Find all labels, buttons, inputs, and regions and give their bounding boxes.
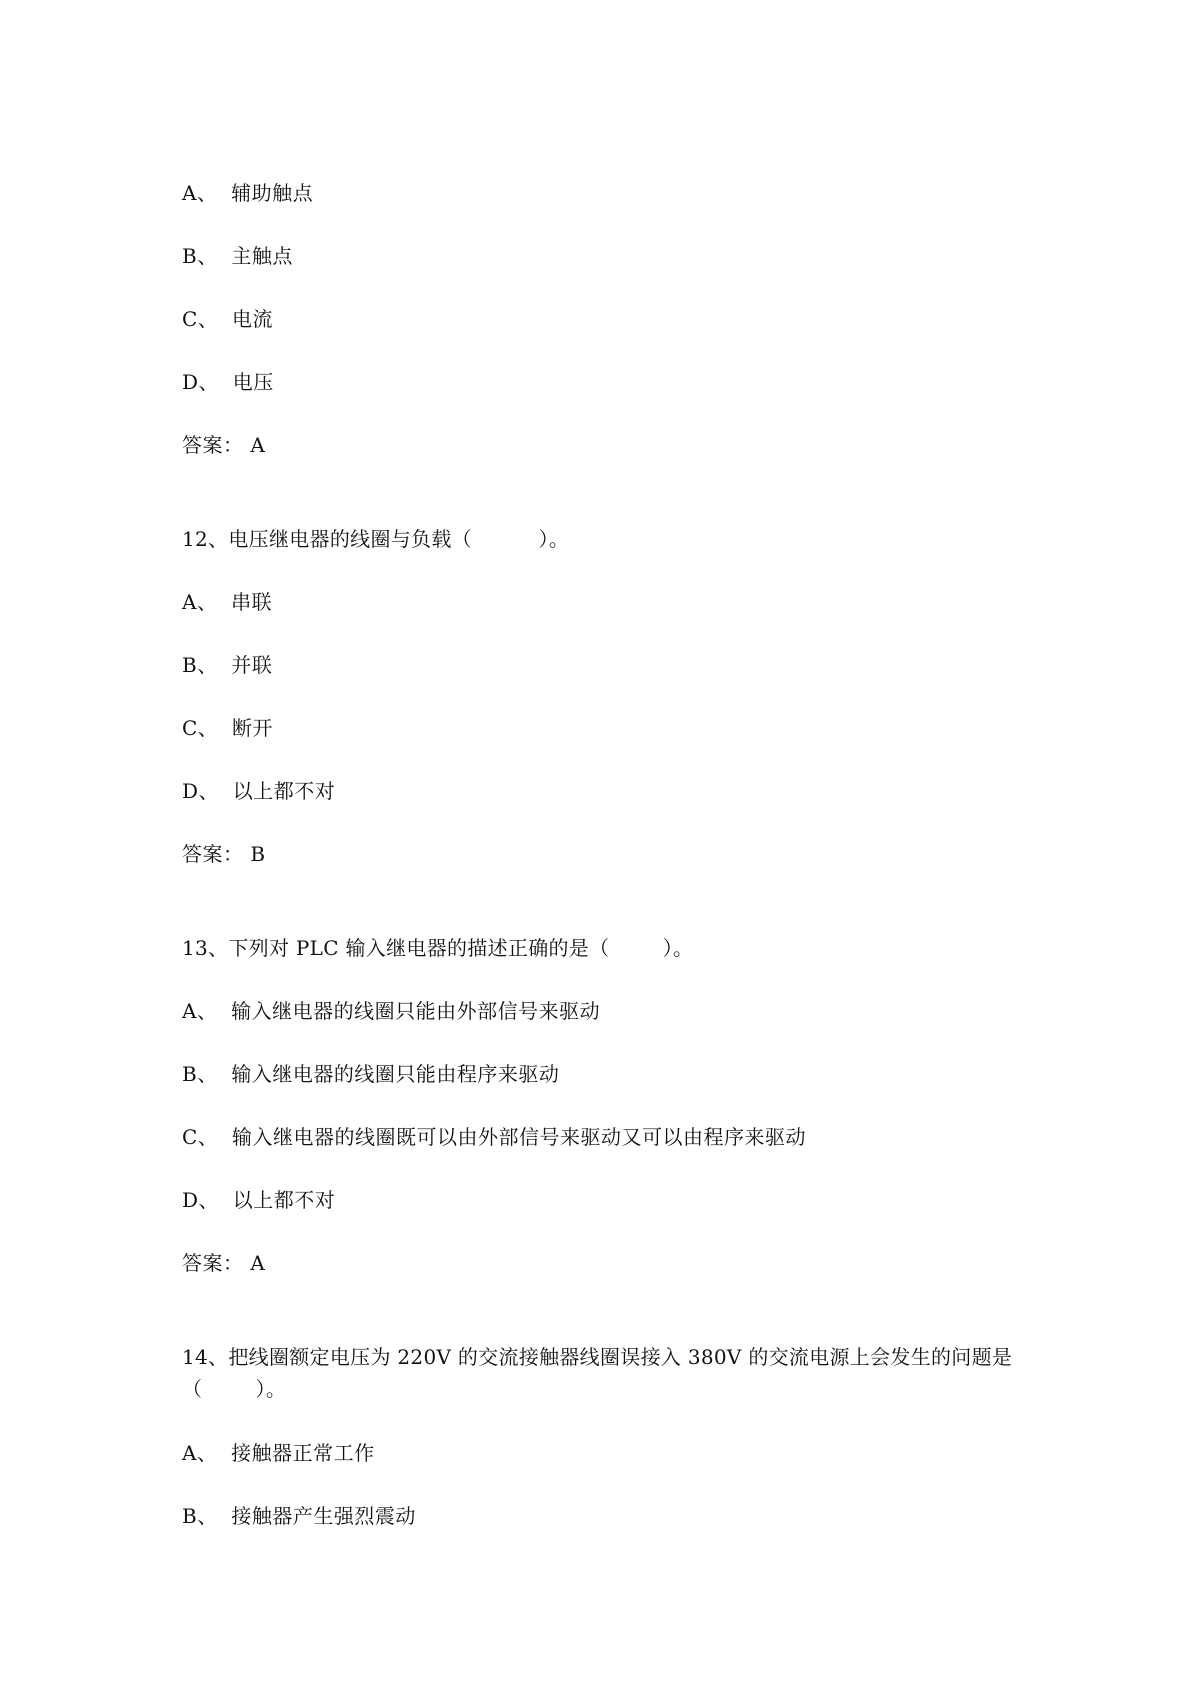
question-13-option-d: D、 以上都不对 <box>182 1188 336 1212</box>
question-12-option-b: B、 并联 <box>182 653 273 677</box>
option-d: D、 电压 <box>182 370 274 394</box>
option-b: B、 主触点 <box>182 244 293 268</box>
question-13-answer: 答案： A <box>182 1251 266 1275</box>
question-12-option-a: A、 串联 <box>182 590 273 614</box>
question-12-answer: 答案： B <box>182 842 266 866</box>
question-13-stem: 13、下列对 PLC 输入继电器的描述正确的是（ ）。 <box>182 936 694 960</box>
option-c: C、 电流 <box>182 307 274 331</box>
question-12-option-d: D、 以上都不对 <box>182 779 336 803</box>
question-12-stem: 12、电压继电器的线圈与负载（ ）。 <box>182 527 570 551</box>
question-14-option-b: B、 接触器产生强烈震动 <box>182 1504 416 1528</box>
question-13-option-c: C、 输入继电器的线圈既可以由外部信号来驱动又可以由程序来驱动 <box>182 1125 807 1149</box>
question-14-stem-line-1: 14、把线圈额定电压为 220V 的交流接触器线圈误接入 380V 的交流电源上会发生的问题是 <box>182 1345 1013 1369</box>
question-13-option-b: B、 输入继电器的线圈只能由程序来驱动 <box>182 1062 560 1086</box>
answer-line: 答案： A <box>182 433 266 457</box>
question-14-stem-line-2: （ ）。 <box>182 1377 287 1401</box>
option-a: A、 辅助触点 <box>182 181 314 205</box>
question-14-option-a: A、 接触器正常工作 <box>182 1441 375 1465</box>
question-12-option-c: C、 断开 <box>182 716 274 740</box>
question-13-option-a: A、 输入继电器的线圈只能由外部信号来驱动 <box>182 999 601 1023</box>
